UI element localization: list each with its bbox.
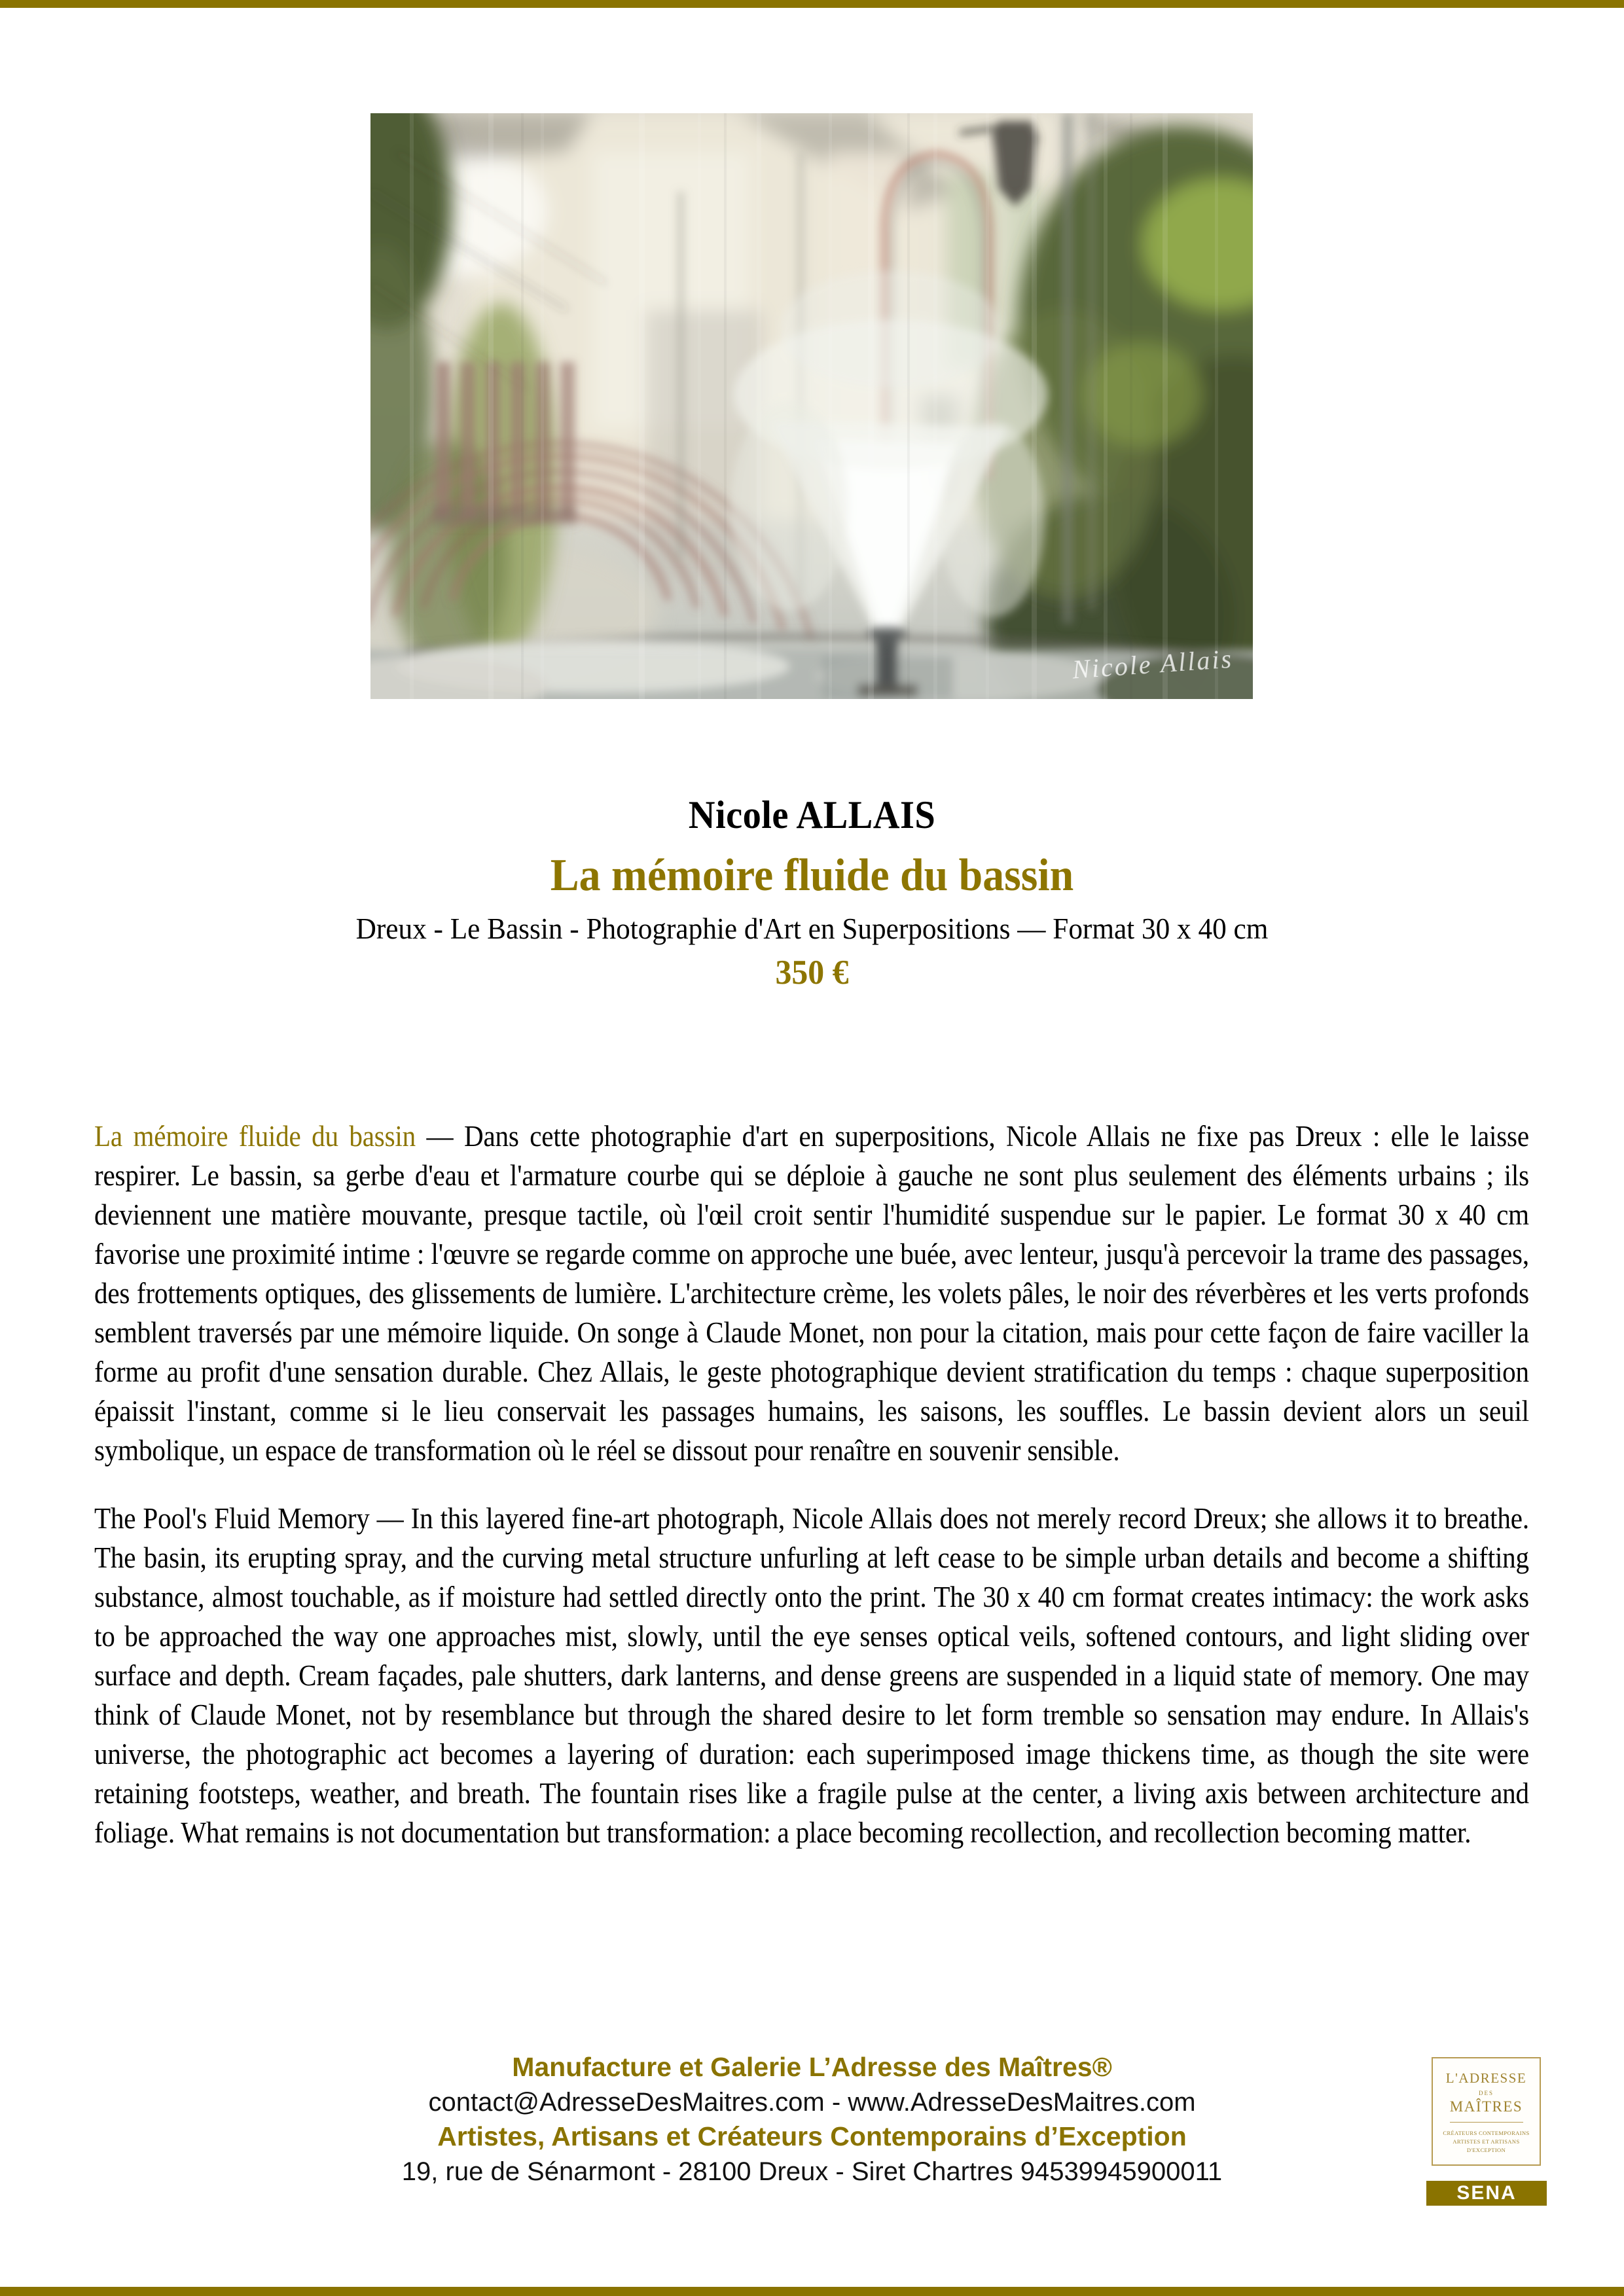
footer-contact-line: contact@AdresseDesMaitres.com - www.AdresseDesMaitres.com	[428, 2088, 1196, 2117]
footer-address-line: 19, rue de Sénarmont - 28100 Dreux - Siret Chartres 94539945900011	[401, 2157, 1223, 2186]
artwork-photo-illustration	[370, 113, 1253, 699]
top-gold-border	[0, 0, 1624, 8]
bottom-gold-border	[0, 2287, 1624, 2296]
logo-line-adresse: L'ADRESSE	[1445, 2070, 1527, 2086]
logo-line-exception: D'EXCEPTION	[1466, 2146, 1506, 2153]
description-en	[94, 1499, 1529, 1852]
description-fr	[94, 1117, 1529, 1470]
artist-signature: Nicole Allais	[1071, 643, 1235, 685]
footer-gallery-name: Manufacture et Galerie L’Adresse des Maîtres®	[512, 2052, 1112, 2082]
logo-line-artistes: ARTISTES ET ARTISANS	[1453, 2138, 1520, 2145]
artwork-price: 350 €	[775, 954, 849, 992]
description-fr-lead: La mémoire fluide du bassin	[94, 1120, 416, 1153]
sena-badge: SENA	[1426, 2181, 1547, 2206]
artwork-subtitle: Dreux - Le Bassin - Photographie d'Art en Superpositions — Format 30 x 40 cm	[355, 912, 1269, 945]
description-block	[94, 1117, 1529, 1881]
logo-line-createurs: CRÉATEURS CONTEMPORAINS	[1443, 2129, 1530, 2136]
description-fr-body: — Dans cette photographie d'art en superpositions, Nicole Allais ne fixe pas Dreux : elle le laisse respirer. Le bassin, sa gerbe d'eau et l'armature courbe qui se déploie à gauche ne sont plus seulement des éléments urbains ; ils deviennent une matière mouvante, presque tactile, où l'œil croit sentir l'humidité suspendue sur le papier. Le format 30 x 40 cm favorise une proximité intime : l'œuvre se regarde comme on approche une buée, avec lenteur, jusqu'à percevoir la trame des passages, des frottements optiques, des glissements de lumière. L'architecture crème, les volets pâles, le noir des réverbères et les verts profonds semblent traversés par une mémoire liquide. On songe à Claude Monet, non pour la citation, mais pour cette façon de faire vaciller la forme au profit d'une sensation durable. Chez Allais, le geste photographique devient stratification du temps : chaque superposition épaissit l'instant, comme si le lieu conservait les passages humains, les saisons, les souffles. Le bassin devient alors un seuil symbolique, un espace de transformation où le réel se dissout pour renaître en souvenir sensible.	[94, 1120, 1529, 1467]
artwork-photo	[370, 113, 1253, 699]
logo-divider	[1450, 2122, 1523, 2123]
description-en-lead: The Pool's Fluid Memory	[94, 1502, 370, 1535]
logo-line-des: DES	[1478, 2089, 1494, 2096]
artwork-title: La mémoire fluide du bassin	[550, 850, 1074, 901]
description-en-body: — In this layered fine-art photograph, Nicole Allais does not merely record Dreux; she allows it to breathe. The basin, its erupting spray, and the curving metal structure unfurling at left cease to be simple urban details and become a shifting substance, almost touchable, as if moisture had settled directly onto the print. The 30 x 40 cm format creates intimacy: the work asks to be approached the way one approaches mist, slowly, until the eye senses optical veils, softened contours, and light sliding over surface and depth. Cream façades, pale shutters, dark lanterns, and dense greens are suspended in a liquid state of memory. One may think of Claude Monet, not by resemblance but through the shared desire to let form tremble so sensation may endure. In Allais's universe, the photographic act becomes a layering of duration: each superimposed image thickens time, as though the site were retaining footsteps, weather, and breath. The fountain rises like a fragile pulse at the center, a living axis between architecture and foliage. What remains is not documentation but transformation: a place becoming recollection, and recollection becoming matter.	[94, 1502, 1529, 1849]
gallery-logo	[1432, 2057, 1541, 2166]
artist-name: Nicole ALLAIS	[688, 793, 936, 836]
logo-line-maitres: MAÎTRES	[1449, 2098, 1523, 2115]
footer-tagline: Artistes, Artisans et Créateurs Contemporains d’Exception	[437, 2121, 1187, 2151]
